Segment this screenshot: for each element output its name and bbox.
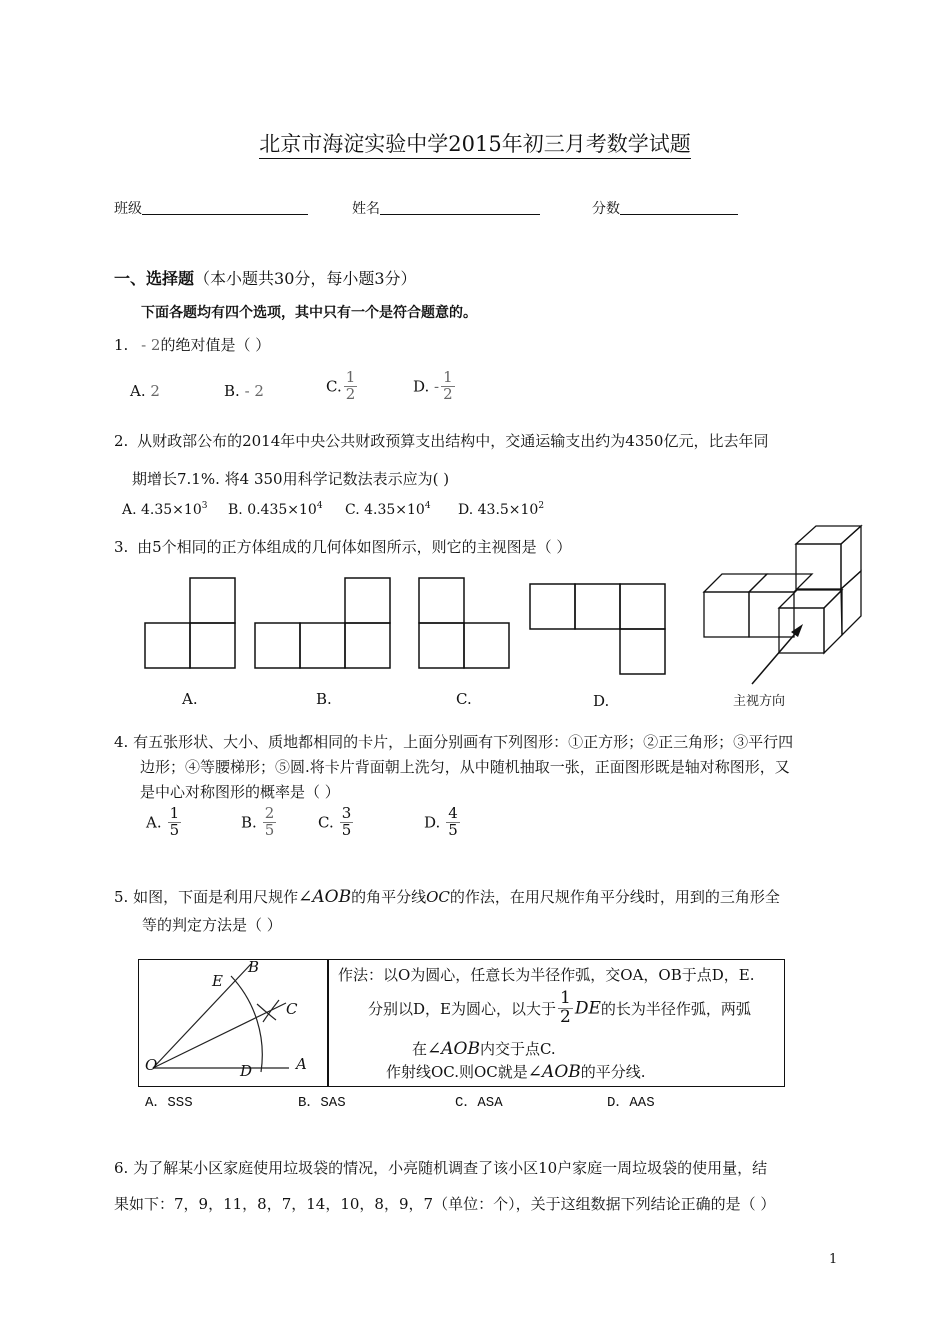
q4-option-b[interactable]: B. $\frac{2}{5}$ bbox=[241, 804, 275, 839]
q6-line2: 果如下：7，9，11，8，7，14，10，8，9，7（单位：个），关于这组数据下列结论正确的是（ ） bbox=[114, 1195, 776, 1213]
fig-label-d: D bbox=[240, 1062, 253, 1080]
q5-angle: ∠AOB bbox=[298, 887, 352, 907]
q2-option-b[interactable]: B. $0.435\times 10^4$ bbox=[228, 501, 323, 518]
q4-option-d[interactable]: D. $\frac{4}{5}$ bbox=[424, 804, 458, 839]
q2-line1: 从财政部公布的2014年中央公共财政预算支出结构中，交通运输支出约为4350亿元，比去年同 bbox=[137, 432, 769, 450]
score-field bbox=[592, 198, 738, 218]
fig-label-e: E bbox=[212, 972, 223, 990]
q6-line1: 为了解某小区家庭使用垃圾袋的情况，小亮随机调查了该小区10户家庭一周垃圾袋的使用量，结 bbox=[133, 1159, 768, 1177]
page-title: 北京市海淀实验中学2015年初三月考数学试题 bbox=[0, 128, 950, 158]
section-heading-note: （本小题共30分，每小题3分） bbox=[194, 269, 417, 288]
q3-figures bbox=[0, 520, 950, 720]
view-arrow-head bbox=[791, 624, 803, 637]
q2-line2: 期增长7.1%. 将4 350用科学记数法表示应为( ) bbox=[132, 470, 450, 488]
q3-text: 由5个相同的正方体组成的几何体如图所示，则它的主视图是（ ） bbox=[137, 538, 572, 556]
q5-line1-b: 的角平分线 bbox=[351, 888, 427, 906]
q4-line2: 边形；④等腰梯形；⑤圆.将卡片背面朝上洗匀，从中随机抽取一张，正面图形既是轴对称图形，又 bbox=[140, 758, 790, 776]
question-5 bbox=[114, 886, 780, 907]
q3-label-a[interactable]: A. bbox=[182, 690, 198, 708]
q5-method-line4: 作射线OC.则OC就是∠AOB的平分线. bbox=[386, 1062, 646, 1082]
q5-number: 5. bbox=[114, 888, 129, 906]
class-label: 班级 bbox=[114, 201, 142, 217]
q1-option-c[interactable]: C. $\frac{1}{2}$ bbox=[326, 368, 356, 403]
q5-line1-c: 的作法，在用尺规作角平分线时，用到的三角形全 bbox=[449, 888, 780, 906]
q3-figure-a[interactable] bbox=[145, 578, 235, 668]
class-field bbox=[114, 198, 308, 218]
fig-label-b: B bbox=[248, 958, 260, 976]
score-blank[interactable] bbox=[620, 214, 738, 215]
question-6 bbox=[114, 1157, 767, 1178]
q5-box-divider bbox=[327, 960, 329, 1086]
q5-method-line3: 在∠AOB内交于点C. bbox=[412, 1039, 556, 1059]
page-number: 1 bbox=[829, 1252, 838, 1267]
q4-line1: 有五张形状、大小、质地都相同的卡片，上面分别画有下列图形：①正方形；②正三角形；③平行四 bbox=[133, 733, 794, 751]
class-blank[interactable] bbox=[142, 214, 308, 215]
section-heading bbox=[114, 266, 417, 289]
q2-option-c[interactable]: C. $4.35\times 10^4$ bbox=[345, 501, 431, 518]
q5-option-d[interactable]: D．AAS bbox=[607, 1095, 655, 1111]
q1-option-b[interactable]: B. - 2 bbox=[224, 382, 264, 400]
q3-view-label: 主视方向 bbox=[733, 694, 786, 709]
q1-text: 的绝对值是（ ） bbox=[160, 336, 271, 354]
q5-method-line2: 分别以D，E为圆心，以大于 $\frac{1}{2}$ DE的长为半径作弧，两弧 bbox=[368, 988, 751, 1027]
score-label: 分数 bbox=[592, 201, 620, 217]
q2-option-d[interactable]: D. $43.5\times 10^2$ bbox=[458, 501, 545, 518]
q5-line2: 等的判定方法是（ ） bbox=[142, 916, 282, 934]
q5-line1-a: 如图，下面是利用尺规作 bbox=[133, 888, 299, 906]
q5-option-a[interactable]: A．SSS bbox=[145, 1095, 193, 1111]
q4-option-a[interactable]: A. $\frac{1}{5}$ bbox=[146, 804, 180, 839]
question-4 bbox=[114, 731, 793, 752]
q3-figure-b[interactable] bbox=[255, 578, 390, 668]
ray-oc bbox=[153, 1003, 286, 1068]
q3-solid-figure bbox=[704, 526, 861, 653]
q2-number: 2. bbox=[114, 432, 129, 450]
q4-line3: 是中心对称图形的概率是（ ） bbox=[140, 783, 340, 801]
q4-option-c[interactable]: C. $\frac{3}{5}$ bbox=[318, 804, 352, 839]
fig-label-c: C bbox=[286, 1000, 298, 1018]
q5-oc: OC bbox=[426, 888, 450, 906]
q1-option-a[interactable]: A. 2 bbox=[130, 382, 160, 400]
q4-number: 4. bbox=[114, 733, 129, 751]
q1-expr: - 2 bbox=[141, 336, 161, 354]
q5-option-b[interactable]: B．SAS bbox=[298, 1095, 346, 1111]
q5-option-c[interactable]: C．ASA bbox=[455, 1095, 503, 1111]
q3-label-b[interactable]: B. bbox=[316, 690, 332, 708]
name-blank[interactable] bbox=[380, 214, 540, 215]
q3-figure-d[interactable] bbox=[530, 584, 665, 674]
name-field bbox=[352, 198, 540, 218]
section-heading-text: 一、选择题 bbox=[114, 269, 195, 288]
q3-number: 3. bbox=[114, 538, 129, 556]
section-instruction: 下面各题均有四个选项，其中只有一个是符合题意的。 bbox=[141, 305, 477, 321]
q3-label-d[interactable]: D. bbox=[593, 692, 610, 710]
question-1 bbox=[114, 334, 270, 355]
q6-number: 6. bbox=[114, 1159, 129, 1177]
q1-option-d[interactable]: D. - $\frac{1}{2}$ bbox=[413, 368, 453, 403]
name-label: 姓名 bbox=[352, 201, 380, 217]
fig-label-o: O bbox=[145, 1056, 158, 1074]
fig-label-a: A bbox=[296, 1055, 307, 1073]
q5-method-line1: 作法：以O为圆心，任意长为半径作弧，交OA，OB于点D，E. bbox=[338, 966, 755, 984]
q2-option-a[interactable]: A. $4.35\times 10^3$ bbox=[122, 501, 208, 518]
q3-label-c[interactable]: C. bbox=[456, 690, 472, 708]
q1-number: 1. bbox=[114, 336, 129, 354]
ray-ob bbox=[153, 964, 251, 1068]
question-2 bbox=[114, 430, 768, 451]
arc-de bbox=[231, 976, 262, 1072]
q3-figure-c[interactable] bbox=[419, 578, 509, 668]
